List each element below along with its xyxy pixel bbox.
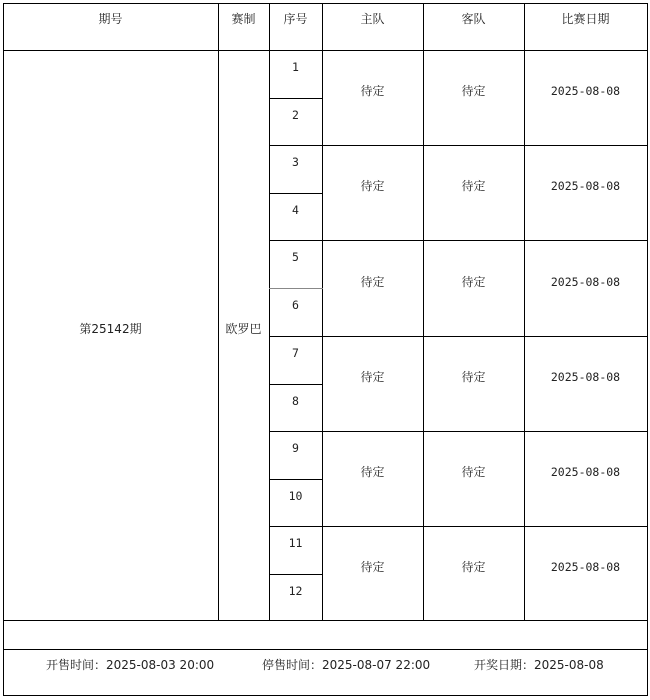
format-cell: 欧罗巴 <box>225 322 262 336</box>
table-border-right <box>647 3 648 696</box>
header-format: 赛制 <box>231 12 256 26</box>
away-team: 待定 <box>461 275 486 289</box>
seq-number: 3 <box>292 155 299 169</box>
issue-cell: 第25142期 <box>79 322 142 336</box>
body-bottom-divider <box>3 620 648 621</box>
row-divider <box>269 526 648 527</box>
away-team: 待定 <box>461 370 486 384</box>
seq-number: 4 <box>292 203 299 217</box>
home-team: 待定 <box>360 370 385 384</box>
header-home: 主队 <box>360 12 385 26</box>
header-date: 比赛日期 <box>561 12 610 26</box>
seq-number: 2 <box>292 108 299 122</box>
away-team: 待定 <box>461 84 486 98</box>
match-date: 2025-08-08 <box>550 370 621 384</box>
seq-divider <box>269 384 323 385</box>
row-divider <box>269 336 648 337</box>
header-issue: 期号 <box>98 12 123 26</box>
table-border-top <box>3 3 648 4</box>
seq-divider <box>269 193 323 194</box>
seq-divider <box>269 479 323 480</box>
seq-number: 10 <box>288 489 303 503</box>
away-team: 待定 <box>461 179 486 193</box>
seq-number: 11 <box>288 536 303 550</box>
match-date: 2025-08-08 <box>550 275 621 289</box>
header-away: 客队 <box>461 12 486 26</box>
seq-divider <box>269 288 323 289</box>
home-team: 待定 <box>360 465 385 479</box>
footer-divider <box>3 649 648 650</box>
row-divider <box>269 431 648 432</box>
sale-start-time: 开售时间：2025-08-03 20:00 <box>46 658 215 672</box>
header-divider <box>3 50 648 51</box>
home-team: 待定 <box>360 560 385 574</box>
row-divider <box>269 240 648 241</box>
table-border-bottom <box>3 695 648 696</box>
table-border-left <box>3 3 4 696</box>
match-date: 2025-08-08 <box>550 84 621 98</box>
seq-number: 5 <box>292 250 299 264</box>
home-team: 待定 <box>360 275 385 289</box>
away-team: 待定 <box>461 560 486 574</box>
match-date: 2025-08-08 <box>550 465 621 479</box>
seq-number: 6 <box>292 298 299 312</box>
match-date: 2025-08-08 <box>550 560 621 574</box>
seq-number: 7 <box>292 346 299 360</box>
col-divider <box>218 3 219 620</box>
sale-end-time: 停售时间：2025-08-07 22:00 <box>262 658 431 672</box>
seq-number: 1 <box>292 60 299 74</box>
header-seq: 序号 <box>283 12 308 26</box>
draw-date: 开奖日期：2025-08-08 <box>474 658 604 672</box>
seq-number: 8 <box>292 394 299 408</box>
away-team: 待定 <box>461 465 486 479</box>
seq-divider <box>269 98 323 99</box>
seq-divider <box>269 574 323 575</box>
seq-number: 9 <box>292 441 299 455</box>
seq-number: 12 <box>288 584 303 598</box>
home-team: 待定 <box>360 179 385 193</box>
match-date: 2025-08-08 <box>550 179 621 193</box>
home-team: 待定 <box>360 84 385 98</box>
row-divider <box>269 145 648 146</box>
